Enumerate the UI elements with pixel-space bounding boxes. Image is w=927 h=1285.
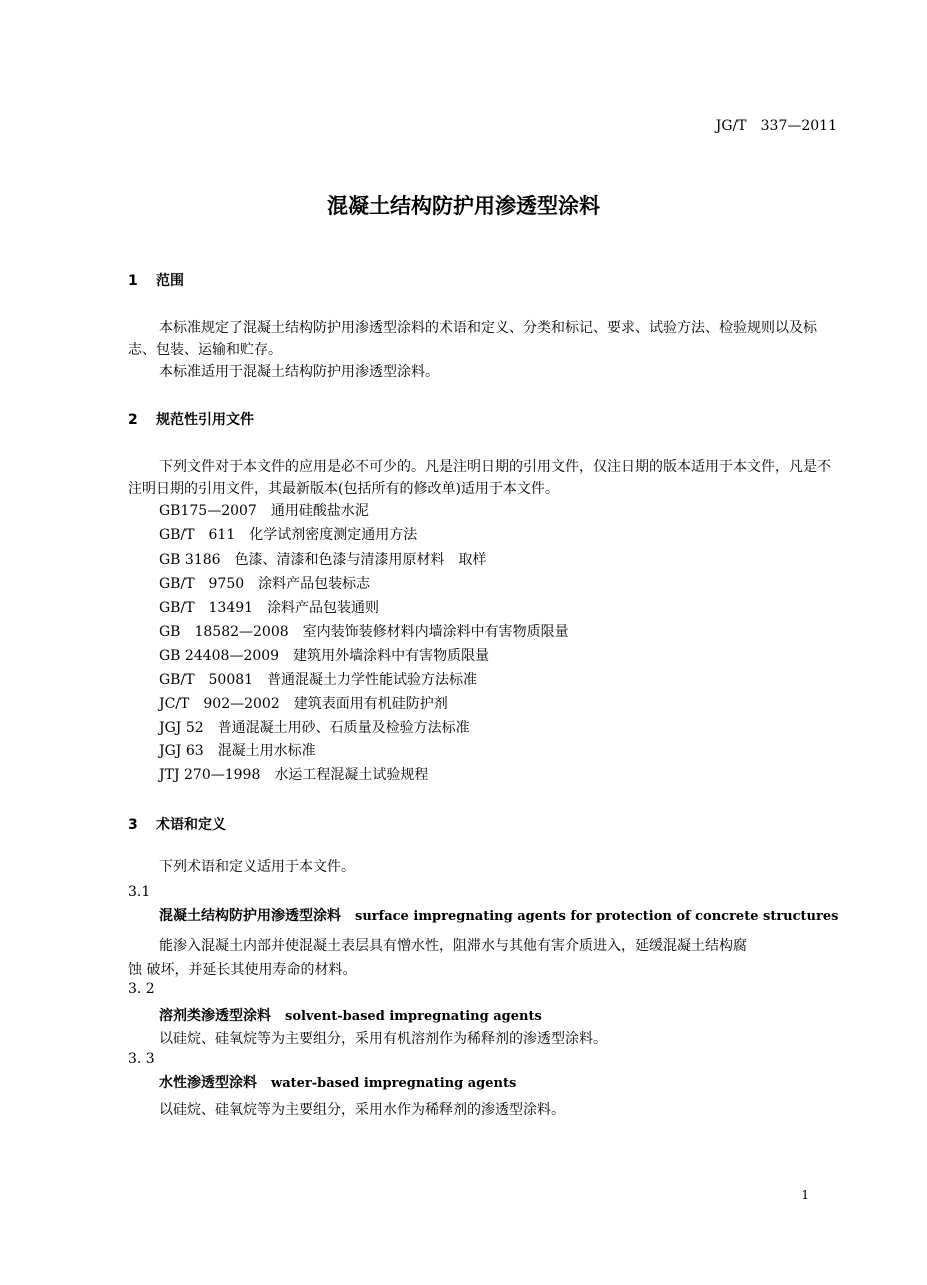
reference-item: [159, 669, 477, 689]
term-definition: 能渗入混凝土内部并使混凝土表层具有憎水性，阻滞水与其他有害介质进入，延缓混凝土结构腐: [159, 938, 747, 954]
term-en: surface impregnating agents for protection of concrete structures: [355, 909, 839, 924]
reference-item: [159, 740, 316, 760]
ref-code: GB175—2007: [159, 503, 257, 519]
ref-title: 普通混凝土用砂、石质量及检验方法标准: [217, 720, 470, 736]
reference-item: [159, 645, 489, 665]
term-en: water-based impregnating agents: [271, 1076, 517, 1091]
term-definition: 以硅烷、硅氧烷等为主要组分，采用水作为稀释剂的渗透型涂料。: [159, 1102, 565, 1118]
term-number: 3. 3: [128, 1051, 155, 1067]
ref-code: GB/T 611: [159, 527, 236, 543]
ref-code: JGJ 63: [159, 743, 204, 759]
term-en: solvent-based impregnating agents: [285, 1009, 542, 1024]
reference-item: [159, 500, 369, 520]
ref-title: 普通混凝土力学性能试验方法标准: [267, 672, 478, 688]
ref-title: 色漆、清漆和色漆与清漆用原材料 取样: [234, 552, 487, 568]
ref-title: 建筑表面用有机硅防护剂: [293, 696, 448, 712]
reference-item: [159, 573, 370, 593]
section-heading-normative: [128, 409, 254, 429]
section-number: 3: [128, 817, 138, 833]
section-title: 规范性引用文件: [156, 412, 254, 428]
term-number: 3.1: [128, 884, 151, 900]
reference-item: [159, 717, 470, 737]
section-heading-scope: [128, 270, 184, 290]
ref-code: GB 3186: [159, 552, 221, 568]
reference-item: [159, 764, 428, 784]
scope-text-1: 本标准规定了混凝土结构防护用渗透型涂料的术语和定义、分类和标记、要求、试验方法、检验规则以及标志、包装、运输和贮存。: [128, 320, 817, 358]
page-number: 1: [801, 1188, 809, 1202]
section-title: 范围: [156, 273, 184, 289]
ref-title: 建筑用外墙涂料中有害物质限量: [293, 648, 490, 664]
reference-item: [159, 621, 569, 641]
reference-item: [159, 597, 379, 617]
standard-code: JG/T 337—2011: [715, 118, 837, 134]
ref-title: 化学试剂密度测定通用方法: [249, 527, 418, 543]
term-zh: 溶剂类渗透型涂料: [159, 1008, 271, 1024]
ref-title: 混凝土用水标准: [217, 743, 316, 759]
term-zh: 混凝土结构防护用渗透型涂料: [159, 908, 341, 924]
ref-code: GB 18582—2008: [159, 624, 289, 640]
term-heading: [159, 1005, 542, 1025]
terms-intro: 下列术语和定义适用于本文件。: [159, 859, 355, 875]
document-title: 混凝土结构防护用渗透型涂料: [327, 194, 600, 218]
normative-intro: [128, 456, 831, 500]
term-heading: [159, 905, 838, 925]
term-definition-continued: 蚀 破坏，并延长其使用寿命的材料。: [128, 962, 357, 978]
ref-code: GB/T 13491: [159, 600, 254, 616]
ref-code: JC/T 902—2002: [159, 696, 280, 712]
ref-code: JGJ 52: [159, 720, 204, 736]
scope-text-2: 本标准适用于混凝土结构防护用渗透型涂料。: [159, 364, 439, 380]
section-heading-terms: [128, 814, 226, 834]
term-number: 3. 2: [128, 981, 155, 997]
reference-item: [159, 524, 417, 544]
term-heading: [159, 1072, 516, 1092]
ref-code: GB 24408—2009: [159, 648, 280, 664]
term-zh: 水性渗透型涂料: [159, 1075, 257, 1091]
scope-paragraph-1: [128, 317, 831, 361]
reference-item: [159, 549, 487, 569]
ref-title: 通用硅酸盐水泥: [270, 503, 369, 519]
section-number: 2: [128, 412, 138, 428]
ref-title: 涂料产品包装通则: [267, 600, 380, 616]
ref-title: 水运工程混凝土试验规程: [274, 767, 429, 783]
normative-intro-text: 下列文件对于本文件的应用是必不可少的。凡是注明日期的引用文件，仅注日期的版本适用于本文件，凡是不注明日期的引用文件，其最新版本(包括所有的修改单)适用于本文件。: [128, 459, 831, 497]
section-title: 术语和定义: [156, 817, 226, 833]
ref-code: JTJ 270—1998: [159, 767, 261, 783]
term-definition: 以硅烷、硅氧烷等为主要组分，采用有机溶剂作为稀释剂的渗透型涂料。: [159, 1031, 607, 1047]
ref-title: 室内装饰装修材料内墙涂料中有害物质限量: [302, 624, 569, 640]
scope-paragraph-2: [128, 361, 831, 383]
ref-code: GB/T 9750: [159, 576, 245, 592]
section-number: 1: [128, 273, 138, 289]
ref-code: GB/T 50081: [159, 672, 254, 688]
ref-title: 涂料产品包装标志: [258, 576, 371, 592]
reference-item: [159, 693, 448, 713]
